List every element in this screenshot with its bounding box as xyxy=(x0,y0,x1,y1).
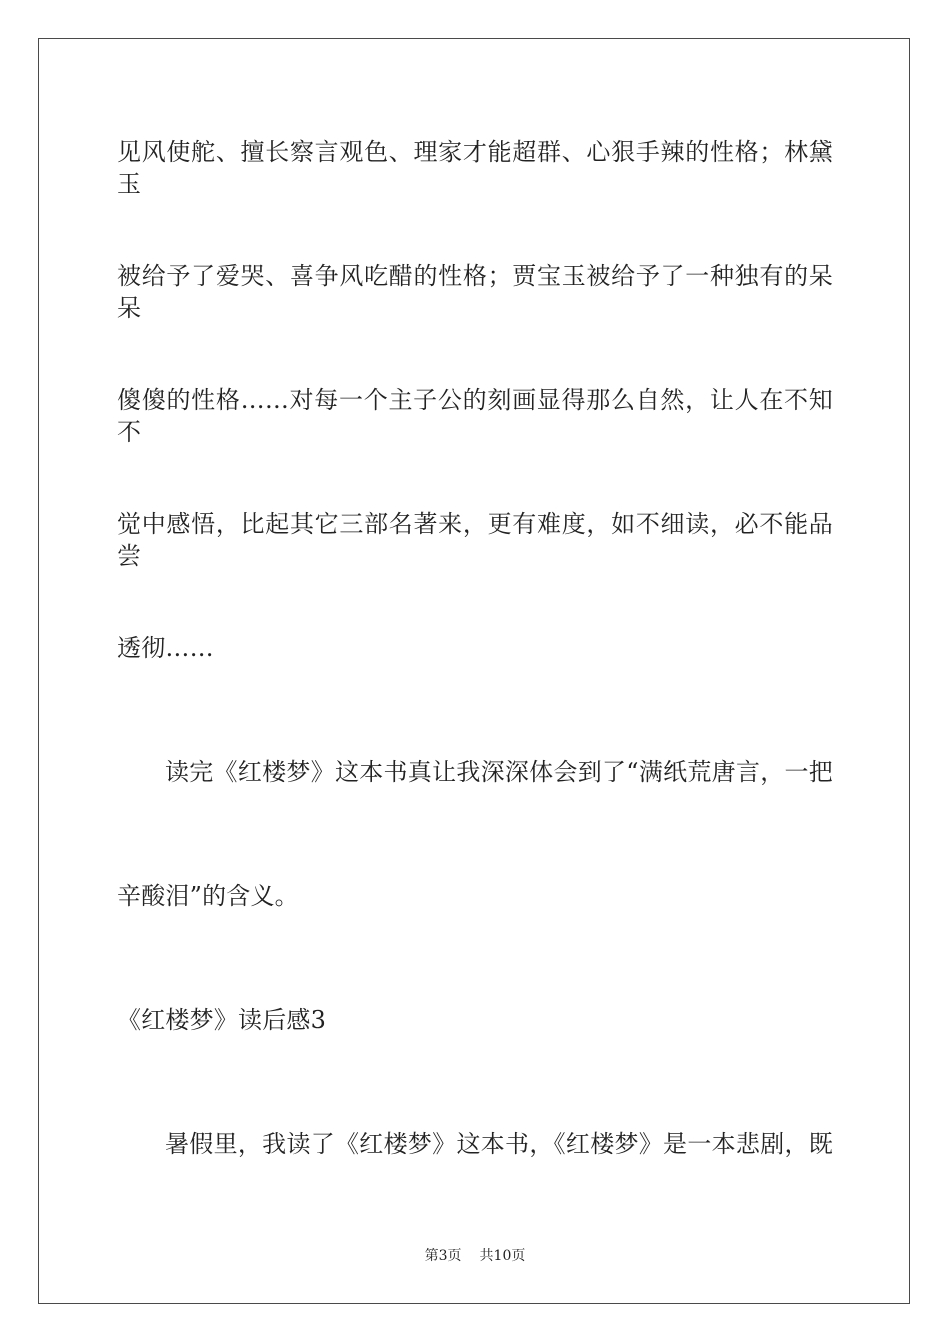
body-text-line: 觉中感悟，比起其它三部名著来，更有难度，如不细读，必不能品尝 xyxy=(117,510,833,570)
body-text-line: 被给予了爱哭、喜争风吃醋的性格；贾宝玉被给予了一种独有的呆呆 xyxy=(117,262,833,322)
paragraph-first-line: 暑假里，我读了《红楼梦》这本书，《红楼梦》是一本悲剧，既 xyxy=(165,1130,833,1158)
section-heading: 《红楼梦》读后感3 xyxy=(117,1006,327,1034)
page-total: 共10页 xyxy=(479,1248,526,1264)
body-text-line: 傻傻的性格……对每一个主子公的刻画显得那么自然，让人在不知不 xyxy=(117,386,833,446)
paragraph-first-line: 读完《红楼梦》这本书真让我深深体会到了“满纸荒唐言，一把 xyxy=(165,758,833,786)
body-text-line: 透彻…… xyxy=(117,634,214,662)
page-border xyxy=(38,38,910,1304)
body-text-line: 辛酸泪”的含义。 xyxy=(117,882,299,910)
page-footer xyxy=(0,1246,950,1266)
page-number: 第3页 xyxy=(424,1248,462,1264)
body-text-line: 见风使舵、擅长察言观色、理家才能超群、心狠手辣的性格；林黛玉 xyxy=(117,138,833,198)
